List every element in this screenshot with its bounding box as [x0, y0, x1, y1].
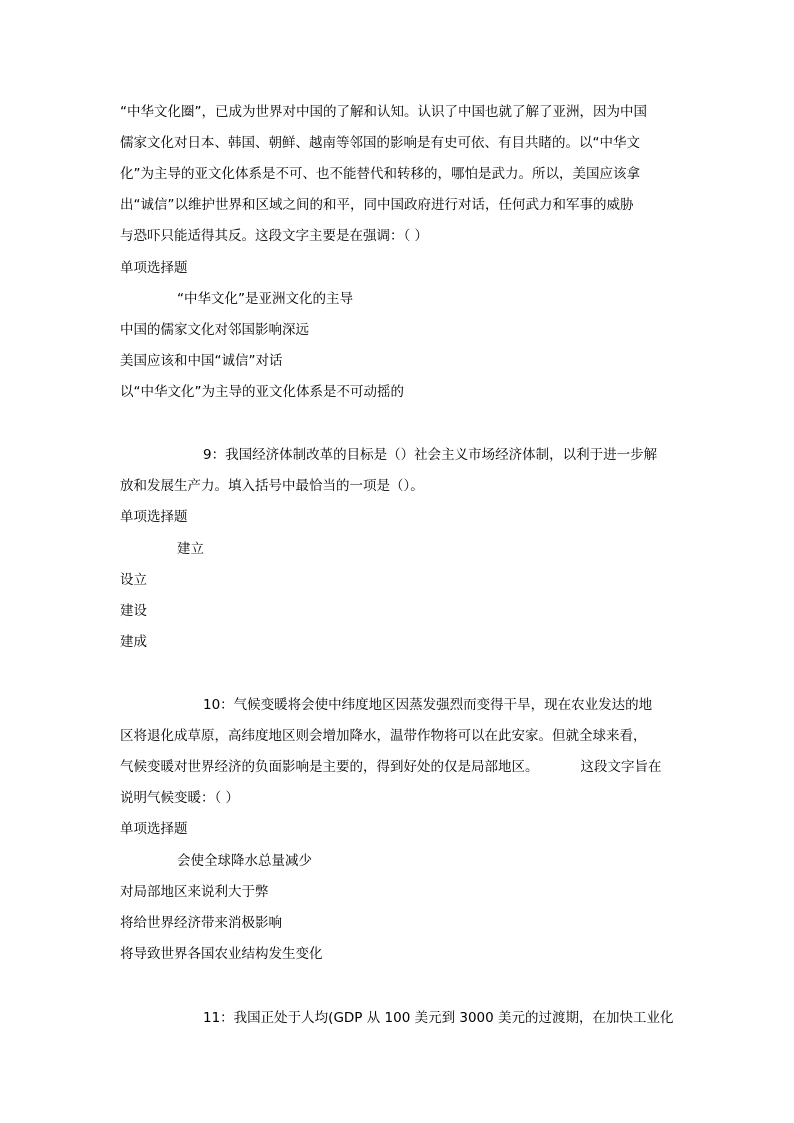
q10-question-type: 单项选择题	[120, 821, 188, 837]
q8-option: 美国应该和中国“诚信”对话	[120, 353, 283, 369]
q8-stem-line: 与恐吓只能适得其反。这段文字主要是在强调：（ ）	[120, 228, 429, 244]
q9-stem-line: 放和发展生产力。填入括号中最恰当的一项是（）。	[120, 478, 424, 494]
q10-stem-line: 10：气候变暖将会使中纬度地区因蒸发强烈而变得干旱，现在农业发达的地	[203, 697, 653, 713]
q8-stem-line: 化”为主导的亚文化体系是不可、也不能替代和转移的，哪怕是武力。所以，美国应该拿	[120, 166, 640, 182]
q10-stem-line: 说明气候变暖：（ ）	[120, 790, 240, 806]
q8-stem-line: 儒家文化对日本、韩国、朝鲜、越南等邻国的影响是有史可依、有目共睹的。以“中华文	[120, 135, 640, 151]
q8-question-type: 单项选择题	[120, 260, 188, 276]
q8-stem-line: “中华文化圈”，已成为世界对中国的了解和认知。认识了中国也就了解了亚洲，因为中国	[120, 104, 647, 120]
q9-option: 建立	[177, 541, 204, 557]
q9-option: 建成	[120, 634, 147, 650]
q9-option: 建设	[120, 603, 147, 619]
q11-stem-line: 11：我国正处于人均(GDP 从 100 美元到 3000 美元的过渡期，在加快工业化	[203, 1010, 674, 1026]
q10-stem-line	[120, 757, 662, 777]
q10-option: 对局部地区来说利大于弊	[120, 884, 269, 900]
q8-option: 以“中华文化”为主导的亚文化体系是不可动摇的	[120, 384, 404, 400]
q9-stem-line: 9：我国经济体制改革的目标是（）社会主义市场经济体制，以利于进一步解	[203, 447, 658, 463]
q10-option: 将导致世界各国农业结构发生变化	[120, 946, 323, 962]
q8-option: “中华文化”是亚洲文化的主导	[177, 291, 353, 307]
q10-option: 会使全球降水总量减少	[177, 853, 312, 869]
q9-question-type: 单项选择题	[120, 509, 188, 525]
q8-option: 中国的儒家文化对邻国影响深远	[120, 322, 309, 338]
q9-option: 设立	[120, 572, 147, 588]
q10-stem-segment: 这段文字旨在	[580, 759, 662, 775]
q10-stem-line: 区将退化成草原，高纬度地区则会增加降水，温带作物将可以在此安家。但就全球来看，	[120, 728, 647, 744]
q10-stem-segment: 气候变暖对世界经济的负面影响是主要的，得到好处的仅是局部地区。	[120, 759, 539, 775]
q10-option: 将给世界经济带来消极影响	[120, 915, 282, 931]
q8-stem-line: 出“诚信”以维护世界和区域之间的和平，同中国政府进行对话，任何武力和军事的威胁	[120, 197, 634, 213]
